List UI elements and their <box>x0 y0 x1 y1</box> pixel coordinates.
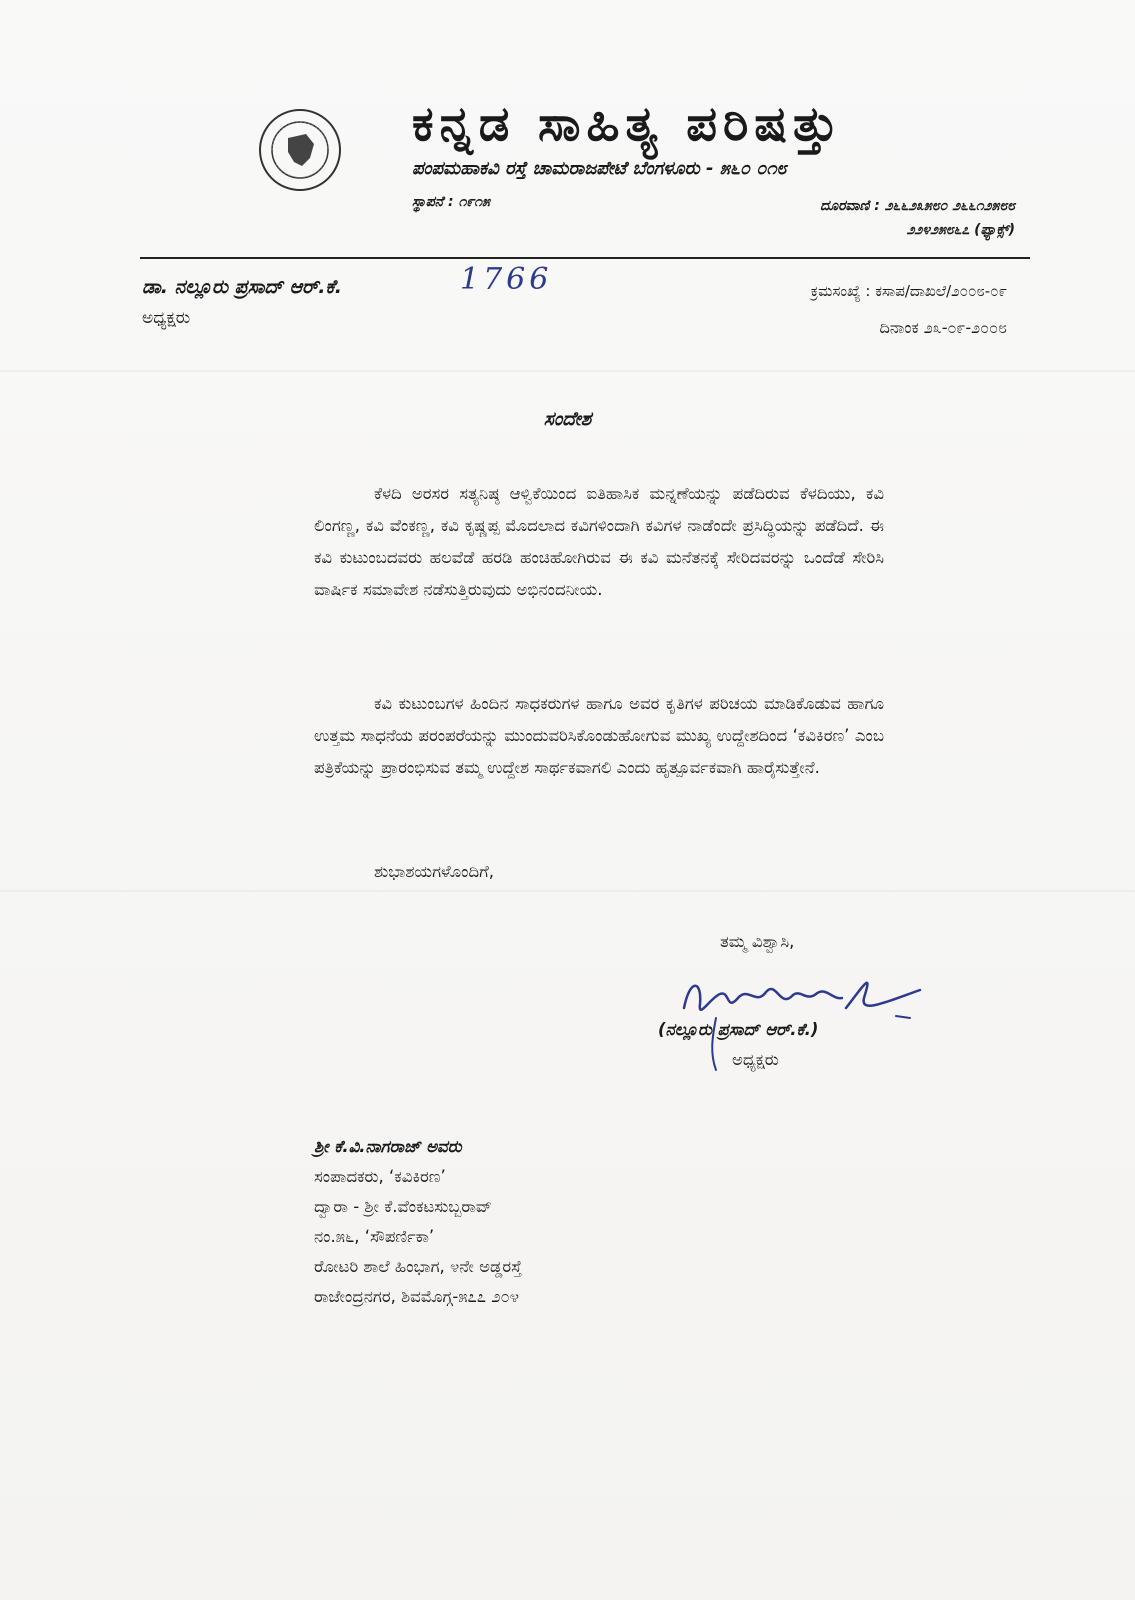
letter-heading: ಸಂದೇಶ <box>543 408 592 430</box>
recipient-address <box>314 1132 522 1312</box>
phone-numbers: ದೂರವಾಣಿ : ೨೬೬೨೩೫೮೦ ೨೬೬೧೨೫೮೮ <box>820 198 1015 214</box>
sender-title: ಅಧ್ಯಕ್ಷರು <box>142 308 191 328</box>
paper-fold <box>0 890 1135 892</box>
recipient-line: ಸಂಪಾದಕರು, ‘ಕವಿಕಿರಣ’ <box>314 1167 446 1186</box>
handwritten-inward-number: 1766 <box>460 262 553 297</box>
fax-number: ೨೨೪೨೫೮೬೭ (ಫ್ಯಾಕ್ಸ್) <box>906 222 1015 238</box>
founded-year: ಸ್ಥಾಪನೆ : ೧೯೧೫ <box>412 194 490 210</box>
emblem-icon <box>258 108 342 192</box>
reference-number: ಕ್ರಮಸಂಖ್ಯೆ : ಕಸಾಪ/ದಾಖಲೆ/೨೦೦೮-೦೯ <box>810 282 1007 300</box>
recipient-line: ರಾಜೇಂದ್ರನಗರ, ಶಿವಮೊಗ್ಗ-೫೭೭ ೨೦೪ <box>314 1287 519 1306</box>
paper-fold <box>0 370 1135 372</box>
signer-name: (ನಲ್ಲೂರು ಪ್ರಸಾದ್ ಆರ್.ಕೆ.) <box>658 1020 819 1039</box>
sender-name: ಡಾ. ನಲ್ಲೂರು ಪ್ರಸಾದ್ ಆರ್.ಕೆ. <box>142 276 342 298</box>
greeting: ಶುಭಾಶಯಗಳೊಂದಿಗೆ, <box>374 862 494 881</box>
body-paragraph: ಕೆಳದಿ ಅರಸರ ಸತ್ಯನಿಷ್ಠ ಆಳ್ವಿಕೆಯಿಂದ ಐತಿಹಾಸಿಕ ಮನ್ನಣೆಯನ್ನು ಪಡೆದಿರುವ ಕೆಳದಿಯು, ಕವಿ ಲಿಂಗಣ್ಣ, ಕವಿ ವೆಂಕಣ್ಣ, ಕವಿ ಕೃಷ್ಣಪ್ಪ ಮೊದಲಾದ ಕವಿಗಳಿಂದಾಗಿ ಕವಿಗಳ ನಾಡೆಂದೇ ಪ್ರಸಿದ್ಧಿಯನ್ನು ಪಡೆದಿದೆ. ಈ ಕವಿ ಕುಟುಂಬದವರು ಹಲವೆಡೆ ಹರಡಿ ಹಂಚಿಹೋಗಿರುವ ಈ ಕವಿ ಮನೆತನಕ್ಕೆ ಸೇರಿದವರನ್ನು ಒಂದೆಡೆ ಸೇರಿಸಿ ವಾರ್ಷಿಕ ಸಮಾವೇಶ ನಡೆಸುತ್ತಿರುವುದು ಅಭಿನಂದನೀಯ. <box>314 484 884 599</box>
contact-block <box>820 194 1015 242</box>
organization-address: ಪಂಪಮಹಾಕವಿ ರಸ್ತೆ ಚಾಮರಾಜಪೇಟೆ ಬೆಂಗಳೂರು - ೫೬೦ ೦೧೮ <box>412 158 787 179</box>
recipient-line: ನಂ.೫೬, ‘ಸೌಪರ್ಣಿಕಾ’ <box>314 1227 435 1246</box>
header-divider <box>140 257 1030 259</box>
recipient-line: ರೋಟರಿ ಶಾಲೆ ಹಿಂಭಾಗ, ೪ನೇ ಅಡ್ಡರಸ್ತೆ <box>314 1257 522 1276</box>
recipient-name: ಶ್ರೀ ಕೆ.ವಿ.ನಾಗರಾಜ್ ಅವರು <box>314 1137 462 1156</box>
closing: ತಮ್ಮ ವಿಶ್ವಾಸಿ, <box>720 932 795 951</box>
body-paragraph: ಕವಿ ಕುಟುಂಬಗಳ ಹಿಂದಿನ ಸಾಧಕರುಗಳ ಹಾಗೂ ಅವರ ಕೃತಿಗಳ ಪರಿಚಯ ಮಾಡಿಕೊಡುವ ಹಾಗೂ ಉತ್ತಮ ಸಾಧನೆಯ ಪರಂಪರೆಯನ್ನು ಮುಂದುವರಿಸಿಕೊಂಡುಹೋಗುವ ಮುಖ್ಯ ಉದ್ದೇಶದಿಂದ ‘ಕವಿಕಿರಣ’ ಎಂಬ ಪತ್ರಿಕೆಯನ್ನು ಪ್ರಾರಂಭಿಸುವ ತಮ್ಮ ಉದ್ದೇಶ ಸಾರ್ಥಕವಾಗಲಿ ಎಂದು ಹೃತ್ಪೂರ್ವಕವಾಗಿ ಹಾರೈಸುತ್ತೇನೆ. <box>314 694 884 777</box>
letter-date: ದಿನಾಂಕ ೨೩-೦೯-೨೦೦೮ <box>879 318 1007 337</box>
recipient-line: ದ್ವಾರಾ - ಶ್ರೀ ಕೆ.ವೆಂಕಟಸುಬ್ಬರಾವ್ <box>314 1197 492 1216</box>
organization-name: ಕನ್ನಡ ಸಾಹಿತ್ಯ ಪರಿಷತ್ತು <box>412 96 844 152</box>
signer-title: ಅಧ್ಯಕ್ಷರು <box>732 1050 779 1069</box>
